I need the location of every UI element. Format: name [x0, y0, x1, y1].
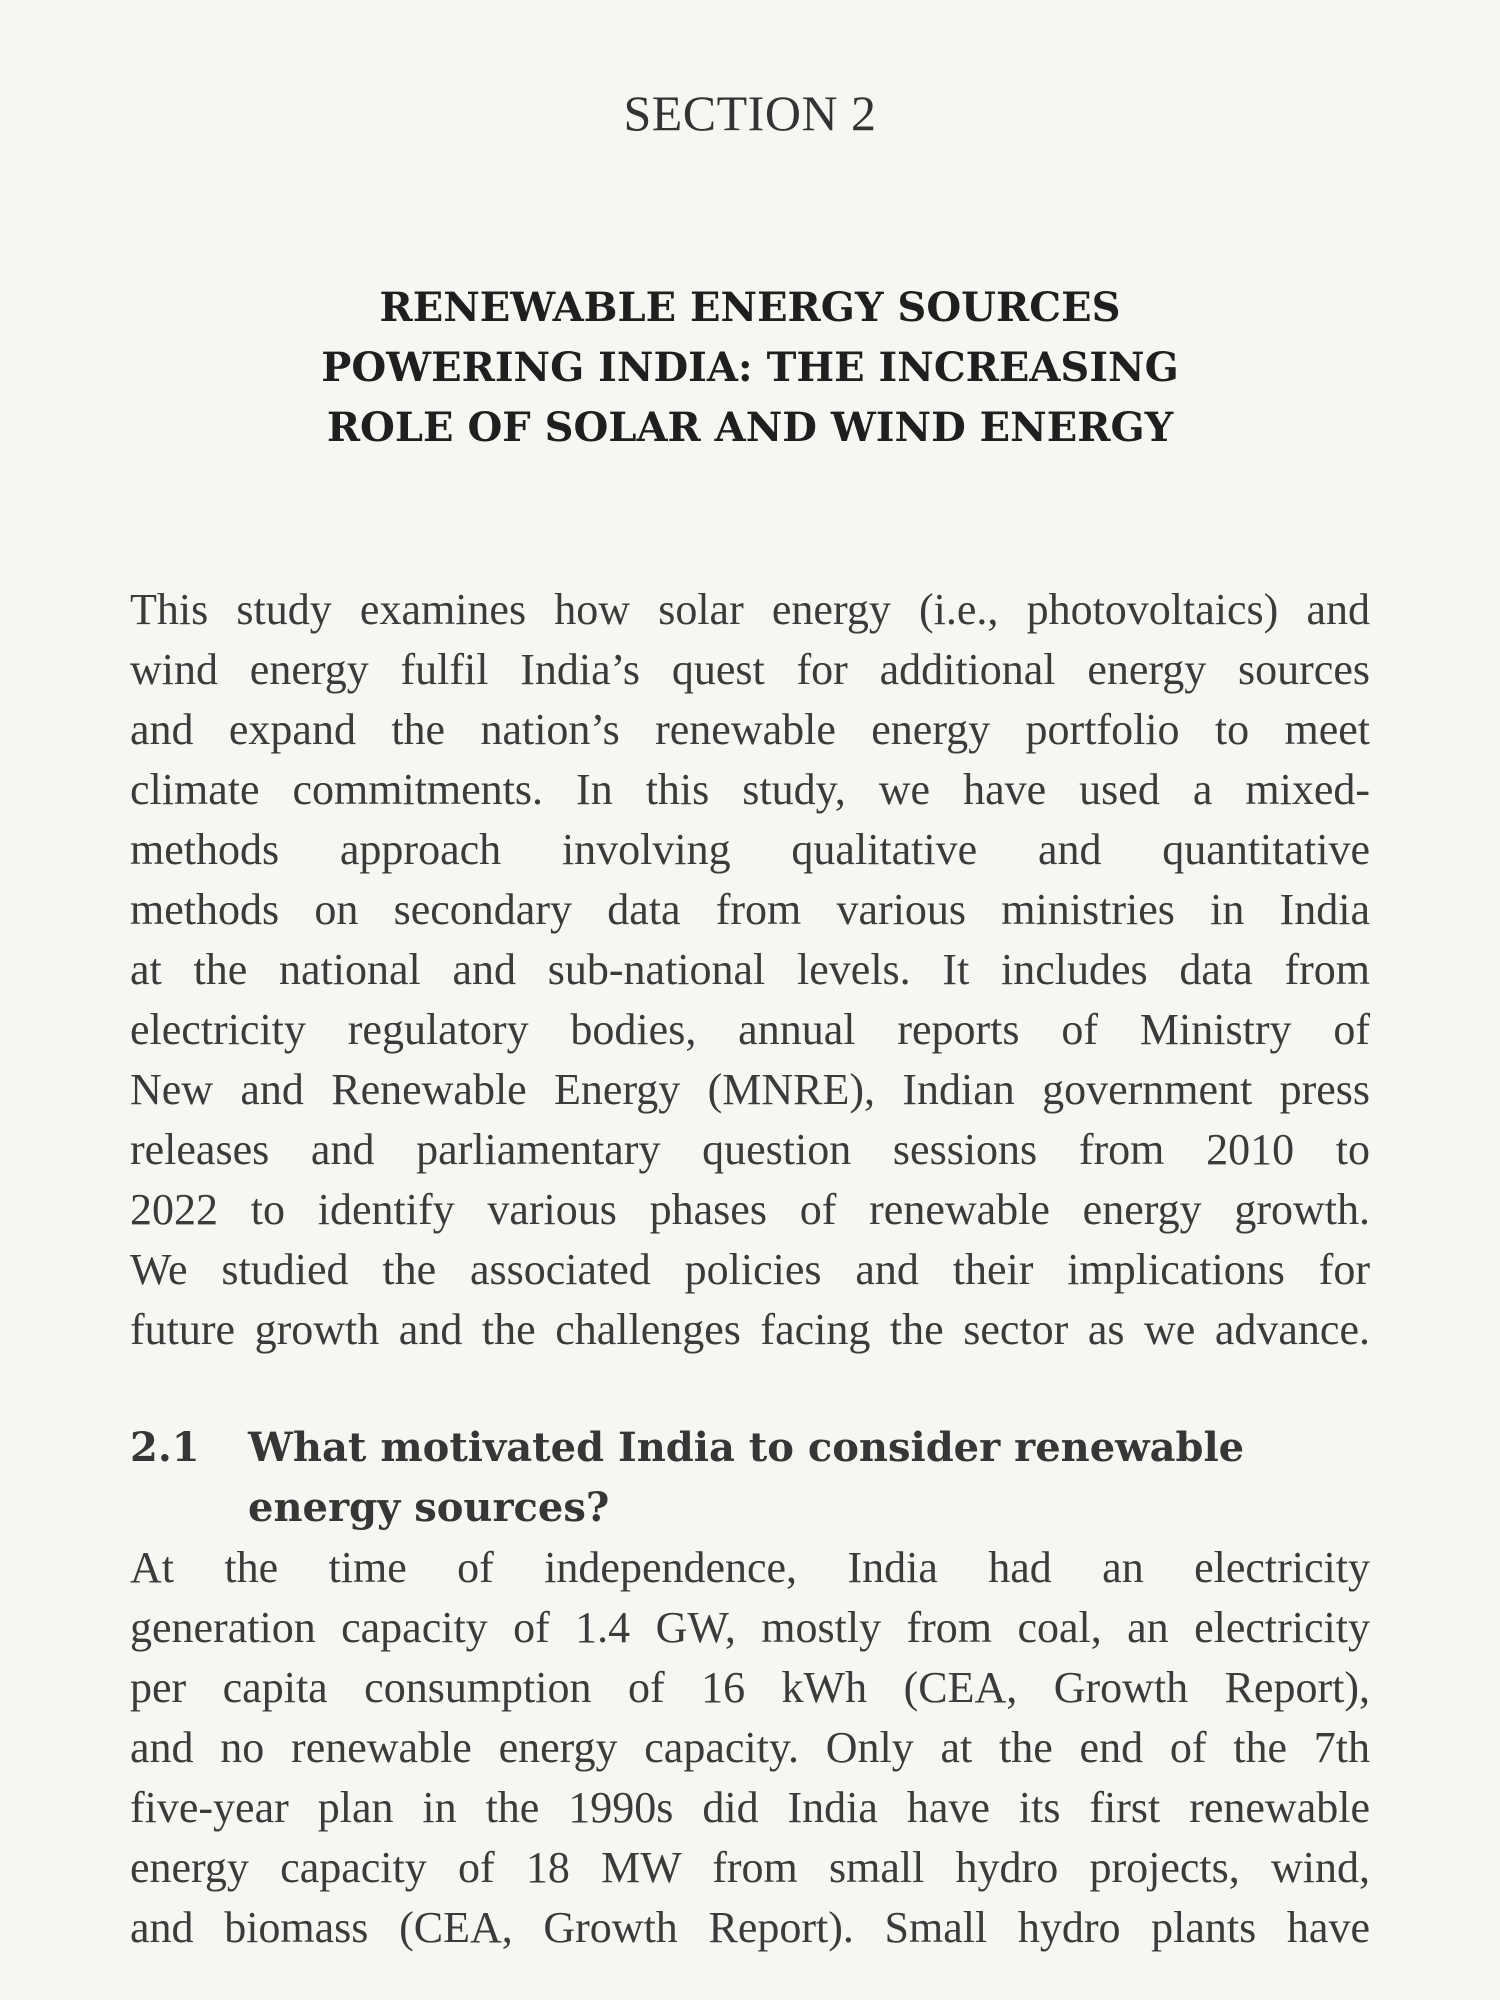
chapter-title — [250, 278, 1250, 458]
section-heading-text — [248, 1418, 1348, 1538]
section-paragraph — [130, 1538, 1370, 1958]
paragraph-line: at the national and sub-national levels. It includes data from — [130, 945, 1370, 994]
paragraph-line: and no renewable energy capacity. Only at the end of the 7th — [130, 1723, 1370, 1772]
paragraph-line: climate commitments. In this study, we have used a mixed- — [130, 765, 1370, 814]
paragraph-line: electricity regulatory bodies, annual reports of Ministry of — [130, 1005, 1370, 1054]
section-heading-line: What motivated India to consider renewable — [248, 1424, 1245, 1471]
paragraph-line: and expand the nation’s renewable energy portfolio to meet — [130, 705, 1370, 754]
paragraph-line: methods on secondary data from various ministries in India — [130, 885, 1370, 934]
paragraph-line: 2022 to identify various phases of renewable energy growth. — [130, 1185, 1370, 1234]
section-number: 2.1 — [130, 1424, 200, 1471]
section-heading-line: energy sources? — [248, 1484, 610, 1531]
chapter-title-line: ROLE OF SOLAR AND WIND ENERGY — [326, 404, 1174, 451]
chapter-title-line: RENEWABLE ENERGY SOURCES — [379, 284, 1121, 331]
paragraph-line: We studied the associated policies and their implications for — [130, 1245, 1370, 1294]
paragraph-line: New and Renewable Energy (MNRE), Indian government press — [130, 1065, 1370, 1114]
paragraph-line: This study examines how solar energy (i.e., photovoltaics) and — [130, 585, 1370, 634]
paragraph-line: methods approach involving qualitative and quantitative — [130, 825, 1370, 874]
abstract-paragraph — [130, 580, 1370, 1360]
paragraph-line: and biomass (CEA, Growth Report). Small hydro plants have — [130, 1903, 1370, 1952]
chapter-title-line: POWERING INDIA: THE INCREASING — [321, 344, 1179, 391]
paragraph-line: five-year plan in the 1990s did India have its first renewable — [130, 1783, 1370, 1832]
paragraph-line: per capita consumption of 16 kWh (CEA, Growth Report), — [130, 1663, 1370, 1712]
section-label: SECTION 2 — [623, 85, 877, 141]
paragraph-line: future growth and the challenges facing the sector as we advance. — [130, 1305, 1370, 1354]
paragraph-line: wind energy fulfil India’s quest for additional energy sources — [130, 645, 1370, 694]
paragraph-line: generation capacity of 1.4 GW, mostly from coal, an electricity — [130, 1603, 1370, 1652]
paragraph-line: At the time of independence, India had an electricity — [130, 1543, 1370, 1592]
paragraph-line: releases and parliamentary question sessions from 2010 to — [130, 1125, 1370, 1174]
paragraph-line: energy capacity of 18 MW from small hydro projects, wind, — [130, 1843, 1370, 1892]
